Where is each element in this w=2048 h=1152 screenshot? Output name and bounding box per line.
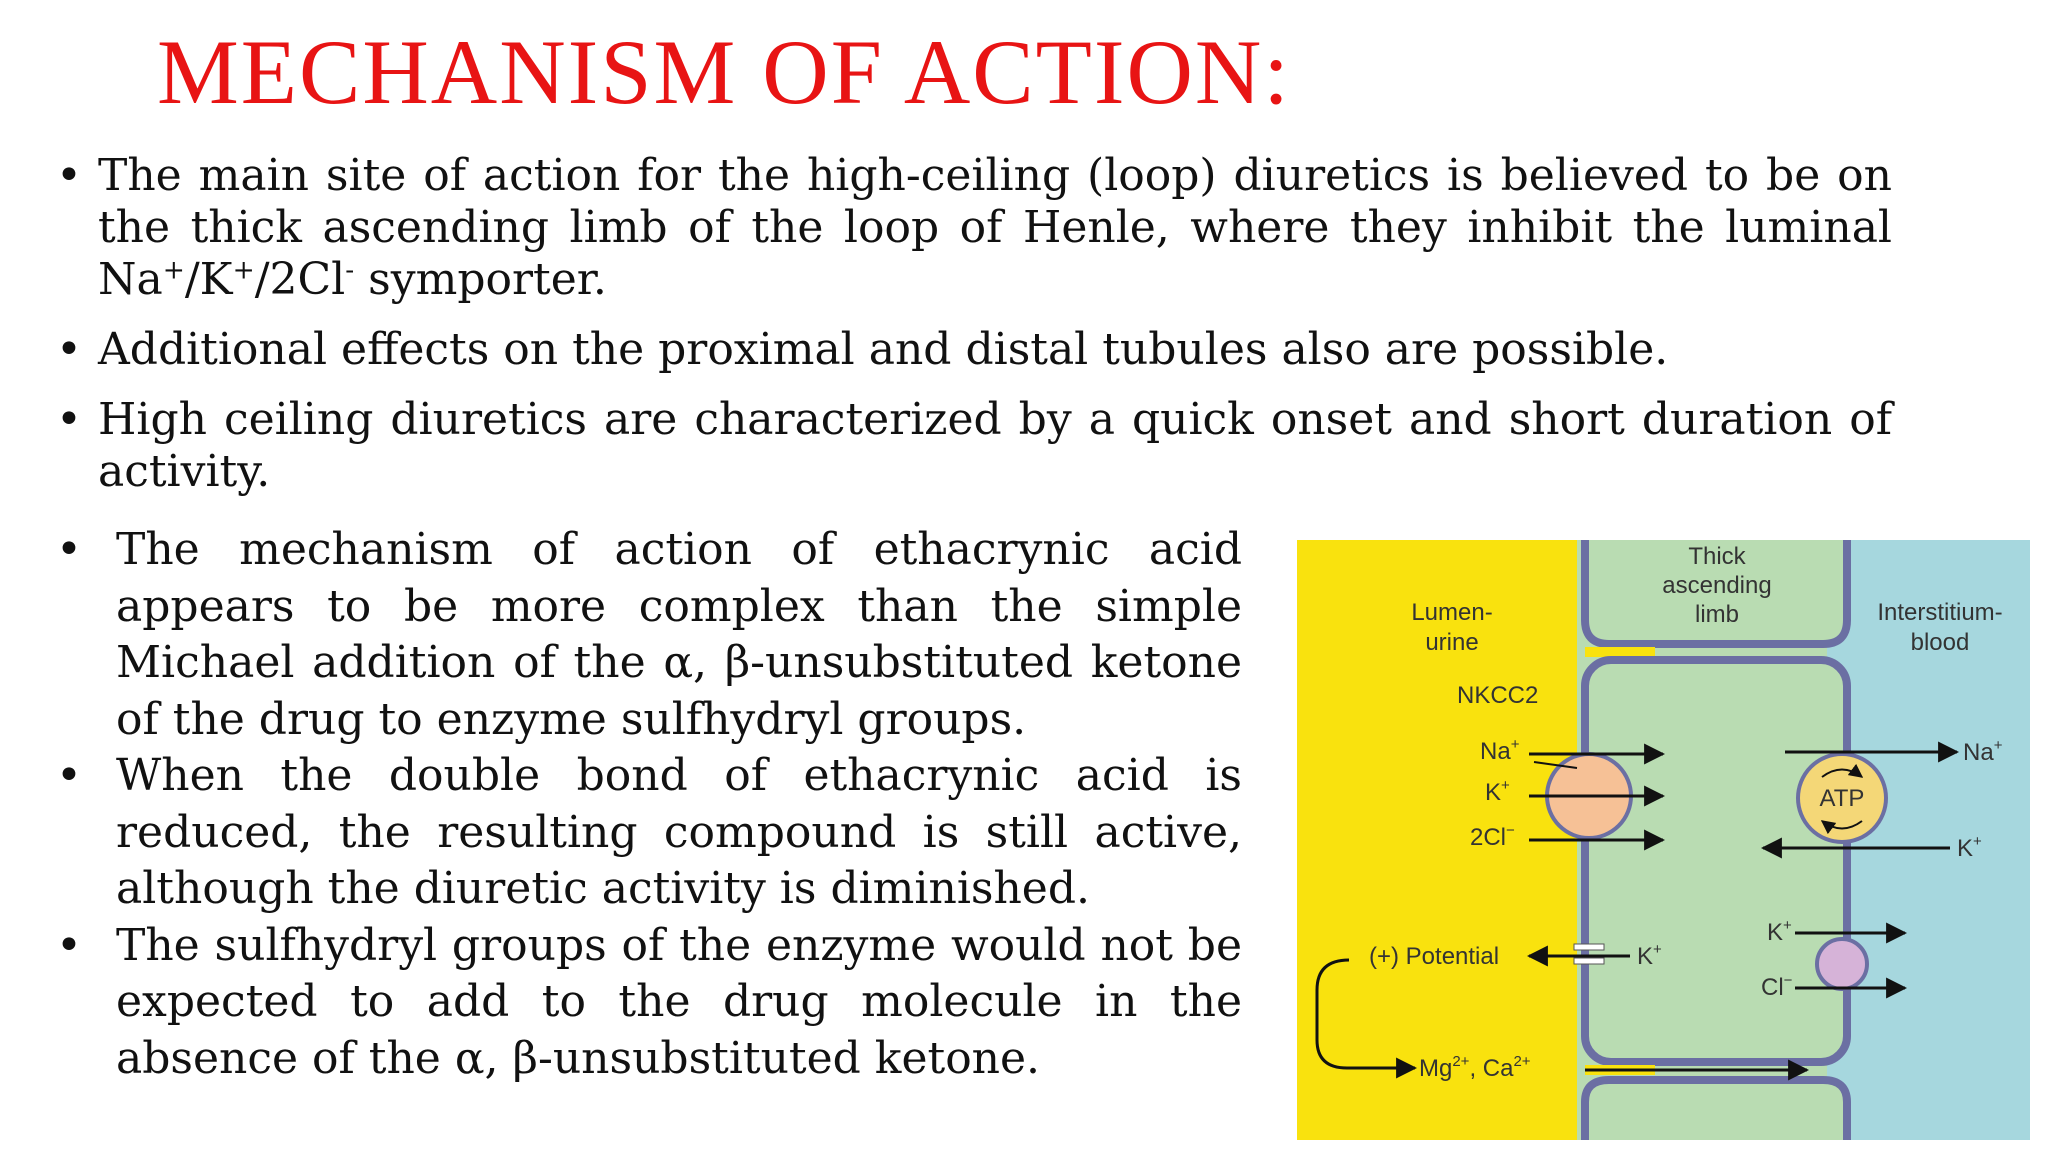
k-channel-gap [1574, 958, 1604, 964]
middle-cell-membrane [1585, 660, 1847, 1062]
k-right-label: K+ [1957, 833, 1982, 862]
cl-kcl-label: Cl− [1761, 972, 1793, 1001]
nkcc2-label: NKCC2 [1457, 682, 1539, 709]
bullet-double-bond [52, 748, 1242, 918]
bullet-dot: • [56, 524, 82, 575]
k-channel-label: K+ [1637, 941, 1662, 970]
bullet-dot: • [56, 919, 82, 971]
kcl-cotransporter [1817, 939, 1867, 989]
potential-label: (+) Potential [1369, 943, 1500, 970]
bullet-dot: • [56, 394, 82, 445]
thick-limb-label-2: ascending [1662, 572, 1772, 599]
bullet-ethacrynic-mechanism [52, 522, 1242, 748]
bullet-text: The sulfhydryl groups of the enzyme would not be expected to add to the drug molecule in the absence of the α, β-unsubstituted ketone. [116, 919, 1242, 1084]
tight-junction-top [1585, 647, 1655, 657]
slide-title: MECHANISM OF ACTION: [157, 21, 1291, 123]
bullet-high-ceiling [52, 394, 1892, 498]
bullet-text: Additional effects on the proximal and distal tubules also are possible. [98, 324, 1669, 375]
interstitium-label-2: blood [1910, 629, 1970, 656]
interstitium-label-1: Interstitium- [1877, 599, 2003, 626]
bullet-main-site [52, 150, 1892, 306]
cl-left-label: 2Cl− [1470, 822, 1515, 851]
bullet-sulfhydryl [52, 918, 1242, 1088]
bullet-additional-effects [52, 324, 1892, 376]
lumen-label-1: Lumen- [1411, 599, 1493, 626]
bullet-text-k: /K [184, 254, 233, 305]
bullet-text-pre: The main site of action for the high-ceiling (loop) diuretics is believed to be on the thick ascending limb of the loop of Henle, where they inhibit the luminal Na [98, 150, 1892, 305]
bullet-text-cl: /2Cl [254, 254, 346, 305]
bullet-dot: • [56, 324, 82, 375]
k-kcl-label: K+ [1767, 917, 1792, 946]
k-left-label: K+ [1485, 777, 1510, 806]
bullet-text-post: symporter. [354, 254, 607, 305]
thick-limb-label-3: limb [1694, 601, 1740, 628]
sup-k: + [232, 254, 255, 286]
bottom-cell-membrane [1585, 1080, 1847, 1140]
bullet-text: High ceiling diuretics are characterized by a quick onset and short duration of activity. [98, 394, 1892, 497]
atp-label: ATP [1819, 785, 1865, 812]
na-right-label: Na+ [1963, 737, 2003, 766]
top-bullet-list [52, 150, 1892, 498]
bullet-text: When the double bond of ethacrynic acid is reduced, the resulting compound is still active, although the diuretic activity is diminished. [116, 750, 1242, 914]
k-channel [1574, 944, 1604, 950]
sup-cl: - [345, 254, 355, 286]
diagram-svg [1297, 540, 2030, 1140]
bottom-bullet-list [52, 522, 1242, 1087]
mg-ca-label: $Mg^{2+}$, $Ca^{2+}$ [1419, 1053, 1531, 1082]
bullet-dot: • [56, 750, 82, 801]
bullet-text: The mechanism of action of ethacrynic acid appears to be more complex than the simple Michael addition of the α, β-unsubstituted ketone of the drug to enzyme sulfhydryl groups. [116, 524, 1242, 745]
bullet-dot: • [56, 150, 82, 201]
thick-limb-label-1: Thick [1688, 543, 1746, 570]
sup-na: + [162, 254, 185, 286]
lumen-label-2: urine [1425, 629, 1479, 656]
nephron-transport-diagram [1297, 540, 2030, 1140]
na-left-label: Na+ [1480, 736, 1520, 765]
